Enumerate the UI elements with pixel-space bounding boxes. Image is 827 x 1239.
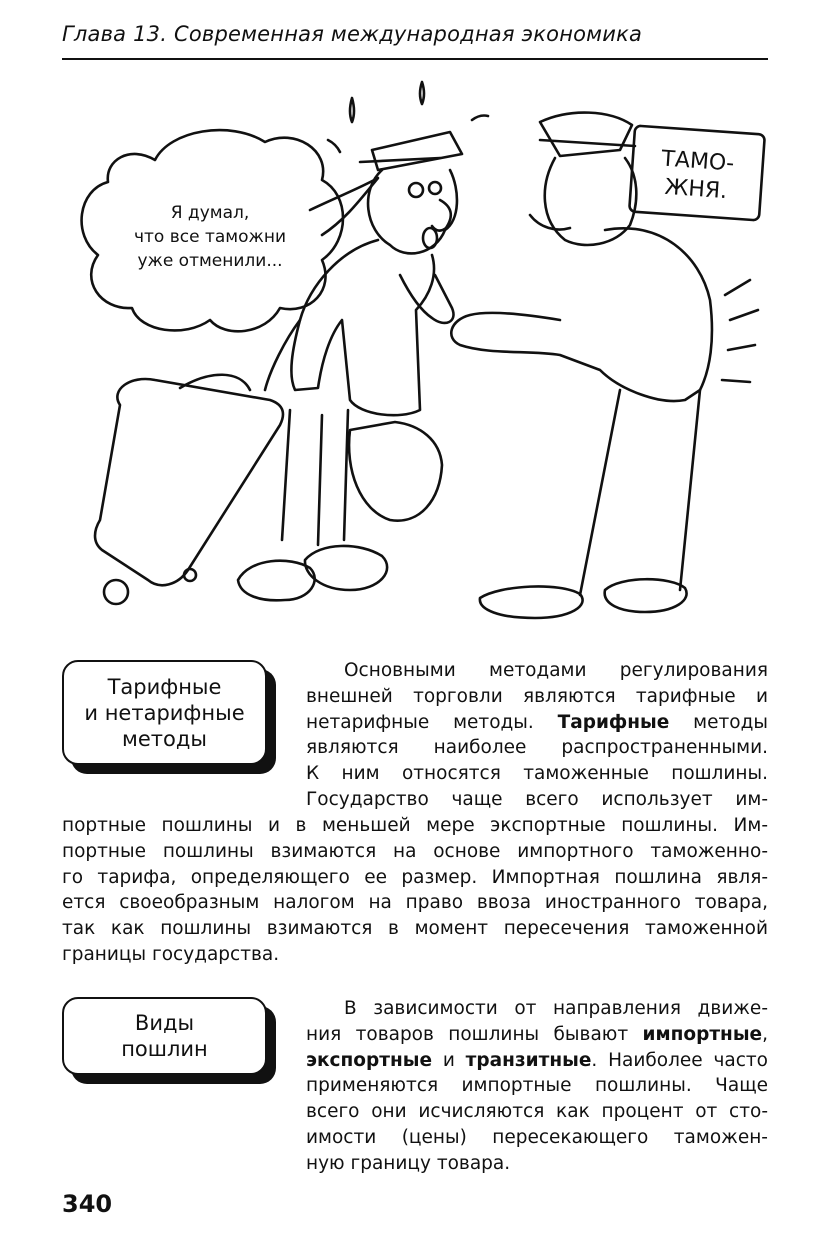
bold-term-tariff: Тарифные [557, 711, 670, 733]
text-run: ния товаров пошлины бывают [306, 1023, 643, 1045]
traveler-legs [282, 410, 348, 545]
running-head: Глава 13. Современная международная экономика [62, 22, 643, 46]
officer-cap [540, 113, 632, 156]
text-line: В зависимости от направления движе- [344, 998, 768, 1019]
sidebar-heading-line: пошлин [121, 1037, 208, 1061]
svg-text:Я думал,: Я думал, [170, 203, 250, 223]
suitcase-wheel [104, 580, 128, 604]
sidebar-heading-line: методы [122, 727, 207, 751]
svg-text:что все таможни: что все таможни [133, 227, 287, 247]
text-line: так как пошлины взимаются в момент пересечения таможенной [62, 918, 768, 940]
text-line: Государство чаще всего использует им- [306, 788, 768, 810]
sidebar-heading-tariff-methods [62, 660, 267, 765]
speech-bubble-text [134, 203, 286, 271]
text-line [306, 710, 768, 736]
sweat-drop-icon [328, 140, 340, 152]
sidebar-heading-duty-types [62, 997, 267, 1075]
header-rule [62, 58, 768, 60]
text-line [306, 1048, 768, 1074]
text-line: го тарифа, определяющего ее размер. Импортная пошлина явля- [62, 866, 768, 888]
paragraph-tariff-methods-bottom [62, 813, 768, 968]
suitcase [95, 379, 283, 585]
text-run: . Наиболее часто [591, 1049, 768, 1071]
sidebar-heading-line: Виды [134, 1011, 195, 1035]
paragraph-tariff-methods-top [306, 658, 768, 813]
text-line: всего они исчисляются как процент от сто- [306, 1101, 768, 1123]
text-line: портные пошлины взимаются на основе импортного таможенно- [62, 840, 768, 862]
svg-text:ЖНЯ.: ЖНЯ. [663, 174, 728, 205]
text-run: и [432, 1049, 466, 1071]
traveler-shoe [305, 546, 387, 590]
text-line: портные пошлины и в меньшей мере экспортные пошлины. Им- [62, 815, 768, 836]
officer-head [545, 158, 637, 245]
bold-term-export: экспортные [306, 1049, 433, 1071]
sweat-drop-icon [350, 98, 354, 122]
text-line: границы государства. [62, 943, 280, 965]
text-line: имости (цены) пересекающего таможен- [306, 1126, 768, 1148]
text-line: применяются импортные пошлины. Чаще [306, 1075, 768, 1097]
text-line: К ним относятся таможенные пошлины. [306, 763, 768, 785]
traveler-body [291, 240, 434, 415]
svg-text:уже отменили...: уже отменили... [137, 251, 283, 271]
text-line: внешней торговли являются тарифные и [306, 685, 768, 707]
text-line: ется своеобразным налогом на право ввоза иностранного товара, [62, 892, 768, 914]
customs-sign-text [658, 146, 735, 204]
svg-text:ТАМО-: ТАМО- [660, 146, 735, 177]
sweat-drop-icon [472, 116, 488, 121]
traveler-shoe [238, 561, 315, 601]
sidebar-heading-line: Тарифные [107, 675, 222, 699]
text-line [306, 1022, 768, 1048]
page-number: 340 [62, 1190, 113, 1218]
paragraph-duty-types [306, 996, 768, 1177]
bold-term-transit: транзитные [465, 1049, 592, 1071]
sidebar-heading-line: и нетарифные [84, 701, 245, 725]
customs-cartoon-illustration [60, 70, 770, 640]
text-run: методы [669, 711, 768, 733]
officer-shoe [605, 579, 687, 612]
text-line: являются наиболее распространенными. [306, 737, 768, 759]
traveler-cap [372, 132, 462, 170]
raised-hand [400, 275, 454, 323]
officer-body [451, 228, 712, 401]
text-run: нетарифные методы. [306, 711, 558, 733]
bold-term-import: импортные [642, 1023, 763, 1045]
traveler-bag [349, 422, 442, 521]
text-line: ную границу товара. [306, 1152, 511, 1174]
text-line: Основными методами регулирования [344, 660, 768, 681]
officer-shoe [480, 586, 583, 618]
text-run: , [762, 1023, 768, 1045]
sweat-drop-icon [420, 82, 424, 104]
